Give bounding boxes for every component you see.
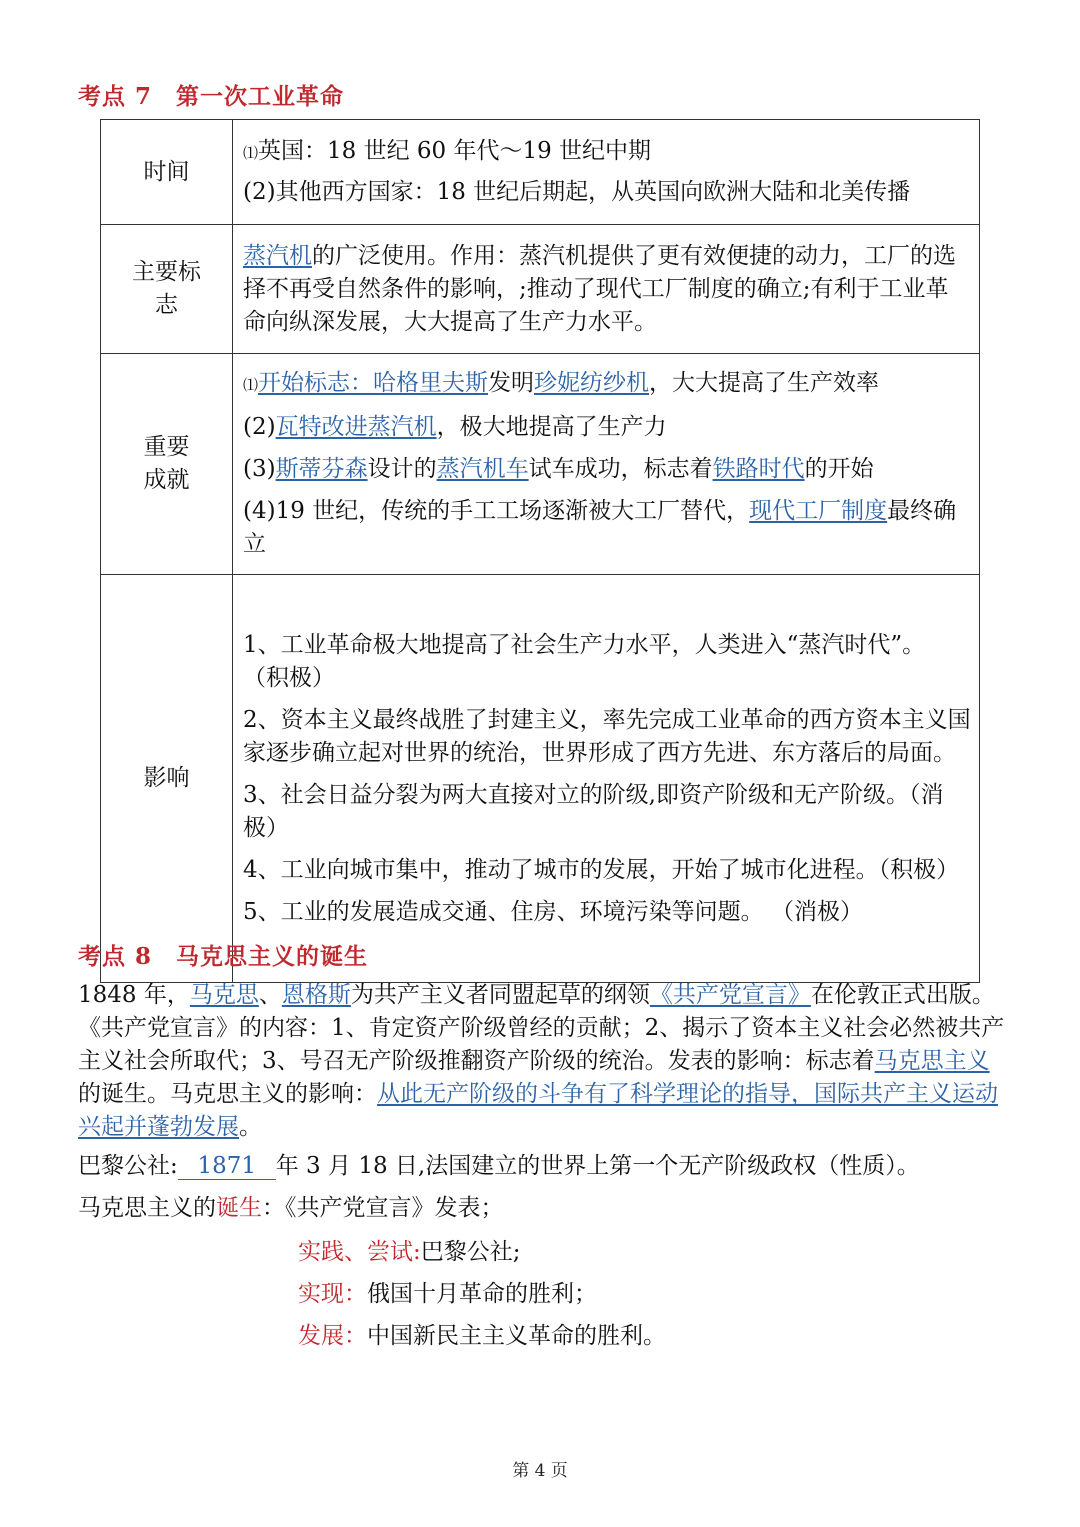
hargreaves-link[interactable]: 开始标志：哈格里夫斯 bbox=[258, 370, 489, 396]
section-7-title: 考点 7 第一次工业革命 bbox=[78, 83, 345, 110]
content-impact bbox=[233, 575, 980, 983]
label-sign-2: 志 bbox=[155, 292, 178, 318]
impact-4: 4、工业向城市集中，推动了城市的发展，开始了城市化进程。（积极） bbox=[243, 856, 960, 883]
a4-start: (4)19 世纪，传统的手工工场逐渐被大工厂替代， bbox=[243, 498, 750, 524]
influence-link[interactable]: 从此无产阶级的斗争有了科学理论的指导，国际共产主义运动兴起并蓬勃发展 bbox=[78, 1081, 998, 1140]
impact-3: 3、社会日益分裂为两大直接对立的阶级,即资产阶级和无产阶级。（消极） bbox=[243, 781, 944, 841]
sign-text: 的广泛使用。作用：蒸汽机提供了更有效便捷的动力，工厂的选择不再受自然条件的影响，;推动了现代工厂制度的确立;有利于工业革命向纵深发展，大大提高了生产力水平。 bbox=[243, 242, 956, 335]
table-row-time bbox=[101, 120, 980, 225]
develop-red: 发展： bbox=[298, 1323, 367, 1349]
section-8-title: 考点 8 马克思主义的诞生 bbox=[78, 943, 369, 970]
birth-prefix: 马克思主义的 bbox=[78, 1195, 216, 1221]
steam-engine-link[interactable]: 蒸汽机 bbox=[243, 242, 312, 269]
p-mid: 为共产主义者同盟起草的纲领 bbox=[350, 982, 650, 1008]
a1-mid: 发明 bbox=[488, 370, 535, 396]
realize-text: 俄国十月革命的胜利； bbox=[367, 1281, 597, 1307]
spinning-jenny-link[interactable]: 珍妮纺纱机 bbox=[534, 370, 650, 396]
engels-link[interactable]: 恩格斯 bbox=[281, 982, 351, 1008]
locomotive-link[interactable]: 蒸汽机车 bbox=[436, 456, 529, 482]
factory-system-link[interactable]: 现代工厂制度 bbox=[749, 498, 888, 524]
label-achievements bbox=[101, 354, 233, 575]
a3-mid: 设计的 bbox=[367, 456, 437, 482]
label-impact: 影响 bbox=[101, 575, 233, 983]
content-sign bbox=[233, 225, 980, 354]
a3-mid2: 试车成功，标志着 bbox=[528, 456, 713, 482]
a2-end: ，极大地提高了生产力 bbox=[436, 414, 667, 440]
num-1: ⑴ bbox=[243, 144, 259, 162]
label-time: 时间 bbox=[101, 120, 233, 225]
marx-link[interactable]: 马克思 bbox=[189, 982, 259, 1008]
num-1: ⑴ bbox=[243, 376, 259, 394]
label-ach-2: 成就 bbox=[143, 467, 190, 493]
railway-age-link[interactable]: 铁路时代 bbox=[712, 456, 805, 482]
table-row-sign bbox=[101, 225, 980, 354]
p-end: 。 bbox=[239, 1114, 262, 1140]
paris-commune-line bbox=[78, 1150, 1008, 1183]
label-sign-1: 主要标 bbox=[132, 259, 201, 285]
birth-text: ：《共产党宣言》发表； bbox=[262, 1195, 504, 1221]
practice-text: 巴黎公社; bbox=[420, 1239, 521, 1265]
develop-line bbox=[298, 1320, 666, 1353]
realize-line bbox=[298, 1278, 597, 1311]
a3-end: 的开始 bbox=[804, 456, 874, 482]
content-time bbox=[233, 120, 980, 225]
content-achievements bbox=[233, 354, 980, 575]
paris-text: 年 3 月 18 日,法国建立的世界上第一个无产阶级政权（性质）。 bbox=[275, 1153, 920, 1179]
p-mid3: 的诞生。马克思主义的影响： bbox=[78, 1081, 377, 1107]
manifesto-link[interactable]: 《共产党宣言》 bbox=[649, 982, 811, 1008]
time-line-1: 英国：18 世纪 60 年代～19 世纪中期 bbox=[258, 138, 652, 164]
p-mid2: 在伦敦正式出版。《共产党宣言》的内容：1、肯定资产阶级曾经的贡献；2、揭示了资本主义社会必然被共产主义社会所取代；3、号召无产阶级推翻资产阶级的统治。发表的影响：标志着 bbox=[78, 982, 1005, 1074]
time-line-2: (2)其他西方国家：18 世纪后期起，从英国向欧洲大陆和北美传播 bbox=[243, 179, 911, 205]
p-sep: 、 bbox=[258, 982, 282, 1008]
label-sign bbox=[101, 225, 233, 354]
label-ach-1: 重要 bbox=[143, 434, 190, 460]
num-2: (2) bbox=[243, 414, 276, 440]
stephenson-link[interactable]: 斯蒂芬森 bbox=[275, 456, 368, 482]
num-3: (3) bbox=[243, 456, 276, 482]
paris-label: 巴黎公社: bbox=[78, 1153, 178, 1179]
realize-red: 实现： bbox=[298, 1281, 367, 1307]
p-start: 1848 年， bbox=[78, 982, 190, 1008]
paris-year-blank: 1871 bbox=[178, 1153, 276, 1180]
birth-red: 诞生 bbox=[216, 1195, 262, 1221]
table-row-impact bbox=[101, 575, 980, 983]
practice-red: 实践、尝试: bbox=[298, 1239, 421, 1265]
marxism-paragraph bbox=[78, 979, 1008, 1144]
table-row-achievements bbox=[101, 354, 980, 575]
achievement-3 bbox=[243, 453, 971, 486]
achievement-2 bbox=[243, 411, 971, 444]
industrial-revolution-table bbox=[100, 119, 980, 983]
develop-text: 中国新民主主义革命的胜利。 bbox=[367, 1323, 666, 1349]
practice-line bbox=[298, 1236, 521, 1269]
marxism-link[interactable]: 马克思主义 bbox=[874, 1048, 990, 1074]
a4-end: 最终确立 bbox=[243, 498, 957, 557]
impact-1: 1、工业革命极大地提高了社会生产力水平，人类进入“蒸汽时代”。 （积极） bbox=[243, 631, 926, 691]
impact-2: 2、资本主义最终战胜了封建主义，率先完成工业革命的西方资本主义国家逐步确立起对世界的统治，世界形成了西方先进、东方落后的局面。 bbox=[243, 706, 971, 766]
impact-5: 5、工业的发展造成交通、住房、环境污染等问题。 （消极） bbox=[243, 898, 863, 925]
watt-link[interactable]: 瓦特改进蒸汽机 bbox=[275, 414, 437, 440]
achievement-4 bbox=[243, 495, 971, 561]
a1-end: ，大大提高了生产效率 bbox=[649, 370, 880, 396]
marxism-birth-line bbox=[78, 1192, 1008, 1225]
achievement-1 bbox=[243, 367, 971, 402]
page-number: 第 4 页 bbox=[512, 1461, 568, 1481]
